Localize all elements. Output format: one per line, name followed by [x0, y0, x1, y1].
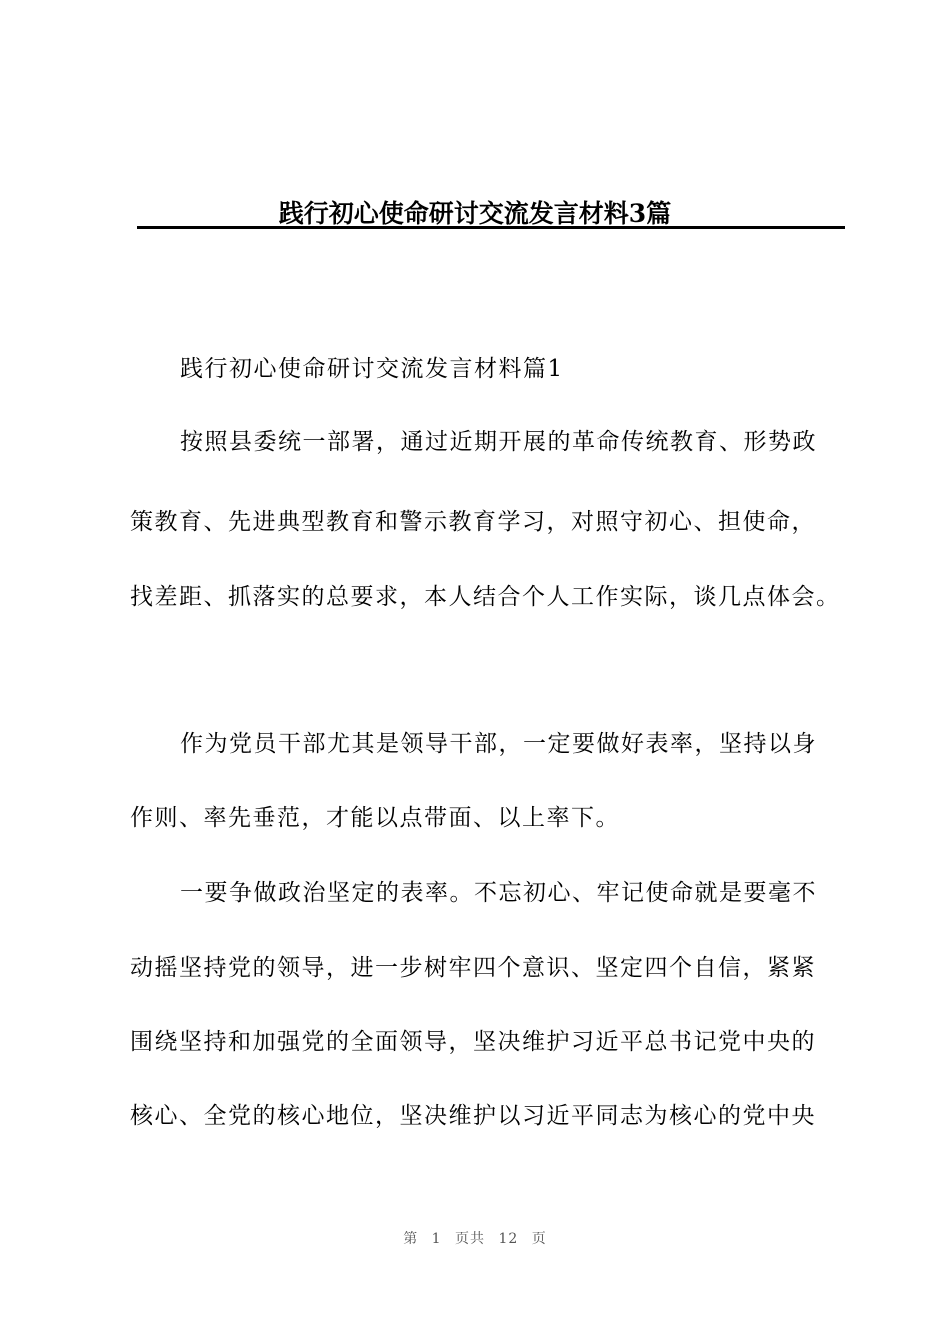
page-footer: 第 1 页共 12 页 — [403, 1231, 547, 1247]
paragraph-line: 动摇坚持党的领导，进一步树牢四个意识、坚定四个自信，紧紧 — [130, 955, 816, 981]
paragraph-line: 一要争做政治坚定的表率。不忘初心、牢记使命就是要毫不 — [180, 880, 817, 906]
paragraph-line: 找差距、抓落实的总要求，本人结合个人工作实际，谈几点体会。 — [130, 584, 841, 610]
title-divider — [137, 226, 845, 229]
section-heading: 践行初心使命研讨交流发言材料篇1 — [180, 356, 564, 382]
paragraph-line: 作为党员干部尤其是领导干部，一定要做好表率，坚持以身 — [180, 731, 817, 757]
paragraph-line: 作则、率先垂范，才能以点带面、以上率下。 — [130, 805, 620, 831]
document-title: 践行初心使命研讨交流发言材料3篇 — [278, 199, 672, 228]
paragraph-line: 策教育、先进典型教育和警示教育学习，对照守初心、担使命， — [130, 509, 816, 535]
paragraph-line: 按照县委统一部署，通过近期开展的革命传统教育、形势政 — [180, 429, 817, 455]
paragraph-line: 围绕坚持和加强党的全面领导，坚决维护习近平总书记党中央的 — [130, 1029, 816, 1055]
paragraph-line: 核心、全党的核心地位，坚决维护以习近平同志为核心的党中央 — [130, 1103, 816, 1129]
